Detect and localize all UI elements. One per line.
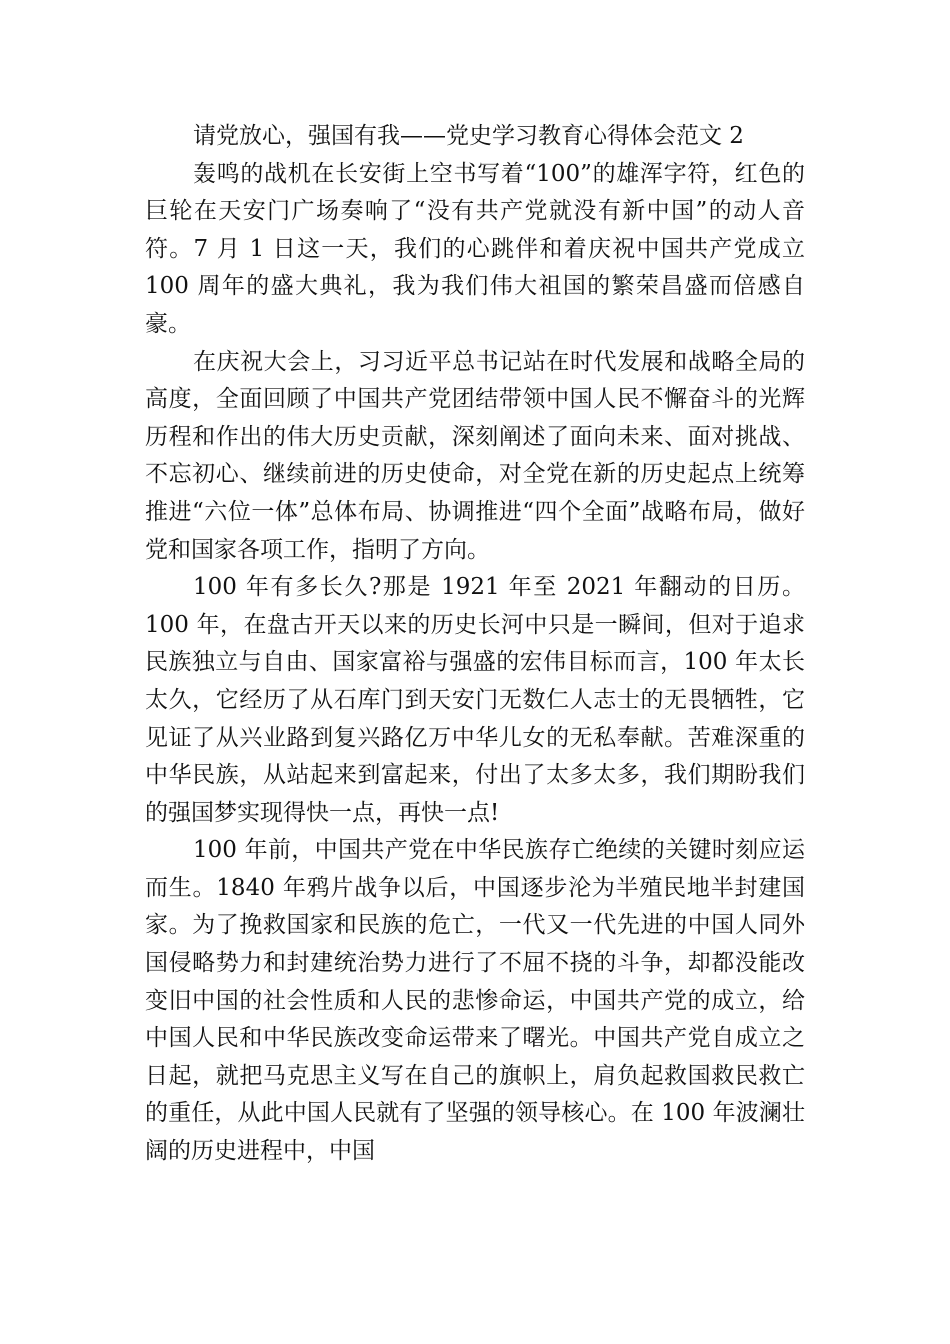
paragraph-4: 100 年前，中国共产党在中华民族存亡绝续的关键时刻应运而生。1840 年鸦片战争以后，中国逐步沦为半殖民地半封建国家。为了挽救国家和民族的危亡，一代又一代先进的中国人同外国侵略势力和封建统治势力进行了不屈不挠的斗争，却都没能改变旧中国的社会性质和人民的悲惨命运，中国共产党的成立，给中国人民和中华民族改变命运带来了曙光。中国共产党自成立之日起，就把马克思主义写在自己的旗帜上，肩负起救国救民救亡的重任，从此中国人民就有了坚强的领导核心。在 100 年波澜壮阔的历史进程中，中国	[145, 837, 805, 1165]
paragraph-2: 在庆祝大会上，习习近平总书记站在时代发展和战略全局的高度，全面回顾了中国共产党团结带领中国人民不懈奋斗的光辉历程和作出的伟大历史贡献，深刻阐述了面向未来、面对挑战、不忘初心、继续前进的历史使命，对全党在新的历史起点上统筹推进“六位一体”总体布局、协调推进“四个全面”战略布局，做好党和国家各项工作，指明了方向。	[145, 348, 805, 563]
paragraph-3: 100 年有多长久?那是 1921 年至 2021 年翻动的日历。100 年，在盘古开天以来的历史长河中只是一瞬间，但对于追求民族独立与自由、国家富裕与强盛的宏伟目标而言，100 年太长太久，它经历了从石库门到天安门无数仁人志士的无畏牺牲，它见证了从兴业路到复兴路亿万中华儿女的无私奉献。苦难深重的中华民族，从站起来到富起来，付出了太多太多，我们期盼我们的强国梦实现得快一点，再快一点!	[145, 574, 805, 826]
document-title: 请党放心，强国有我——党史学习教育心得体会范文 2	[193, 123, 744, 149]
paragraph-1: 轰鸣的战机在长安街上空书写着“100”的雄浑字符，红色的巨轮在天安门广场奏响了“没有共产党就没有新中国”的动人音符。7 月 1 日这一天，我们的心跳伴和着庆祝中国共产党成立 100 周年的盛大典礼，我为我们伟大祖国的繁荣昌盛而倍感自豪。	[145, 160, 805, 337]
document-page	[145, 118, 805, 1171]
